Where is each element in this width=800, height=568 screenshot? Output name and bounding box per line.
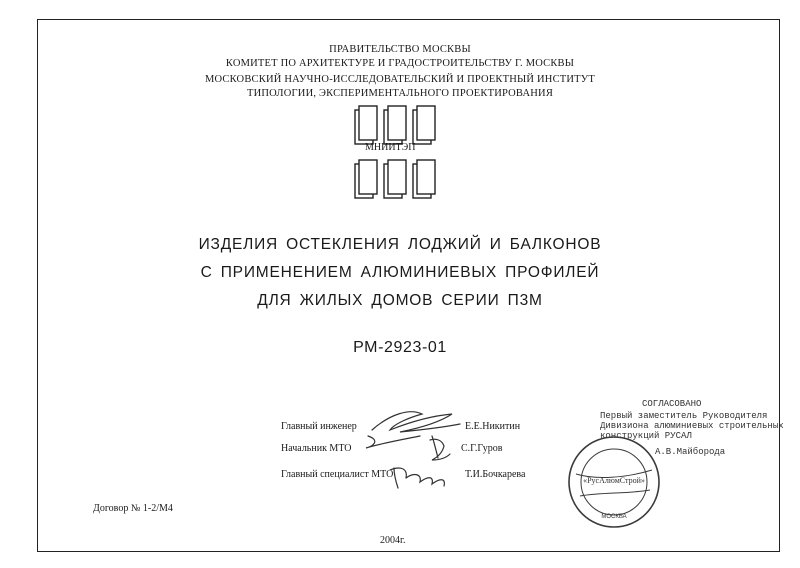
signature-role-chief-specialist: Главный специалист МТО bbox=[281, 469, 394, 480]
title-line-3: ДЛЯ ЖИЛЫХ ДОМОВ СЕРИИ П3М bbox=[257, 292, 543, 309]
header-line-committee: КОМИТЕТ ПО АРХИТЕКТУРЕ И ГРАДОСТРОИТЕЛЬСТВУ Г. МОСКВЫ bbox=[225, 58, 575, 69]
logo-label: МНИИТЭП bbox=[365, 142, 416, 153]
signature-name-chief-specialist: Т.И.Бочкарева bbox=[465, 469, 526, 480]
agreed-line-3: конструкций РУСАЛ bbox=[600, 431, 692, 441]
company-stamp bbox=[566, 434, 662, 530]
header-line-typology: ТИПОЛОГИИ, ЭКСПЕРИМЕНТАЛЬНОГО ПРОЕКТИРОВАНИЯ bbox=[246, 88, 554, 99]
agreed-line-2: Дивизиона алюминиевых строительных bbox=[600, 421, 784, 431]
signature-name-chief-engineer: Е.Е.Никитин bbox=[465, 421, 521, 432]
signature-role-head-mto: Начальник МТО bbox=[281, 443, 352, 454]
signature-role-chief-engineer: Главный инженер bbox=[281, 421, 357, 432]
stamp-text: «РусАлюмСтрой» bbox=[583, 476, 645, 485]
handwritten-signatures bbox=[360, 400, 470, 500]
agreed-line-1: Первый заместитель Руководителя bbox=[600, 411, 768, 421]
contract-number: Договор № 1-2/М4 bbox=[93, 503, 173, 514]
signature-name-head-mto: С.Г.Гуров bbox=[461, 443, 503, 454]
agreed-name: А.В.Майборода bbox=[655, 447, 726, 457]
title-line-2: С ПРИМЕНЕНИЕМ АЛЮМИНИЕВЫХ ПРОФИЛЕЙ bbox=[200, 264, 600, 281]
year: 2004г. bbox=[380, 535, 406, 546]
document-code: РМ-2923-01 bbox=[353, 339, 447, 356]
stamp-city: МОСКВА bbox=[601, 514, 627, 520]
agreed-heading: СОГЛАСОВАНО bbox=[642, 399, 702, 409]
header-line-government: ПРАВИТЕЛЬСТВО МОСКВЫ bbox=[329, 44, 471, 55]
header-line-institute: МОСКОВСКИЙ НАУЧНО-ИССЛЕДОВАТЕЛЬСКИЙ И ПРОЕКТНЫЙ ИНСТИТУТ bbox=[204, 74, 596, 85]
title-line-1: ИЗДЕЛИЯ ОСТЕКЛЕНИЯ ЛОДЖИЙ И БАЛКОНОВ bbox=[198, 236, 602, 253]
